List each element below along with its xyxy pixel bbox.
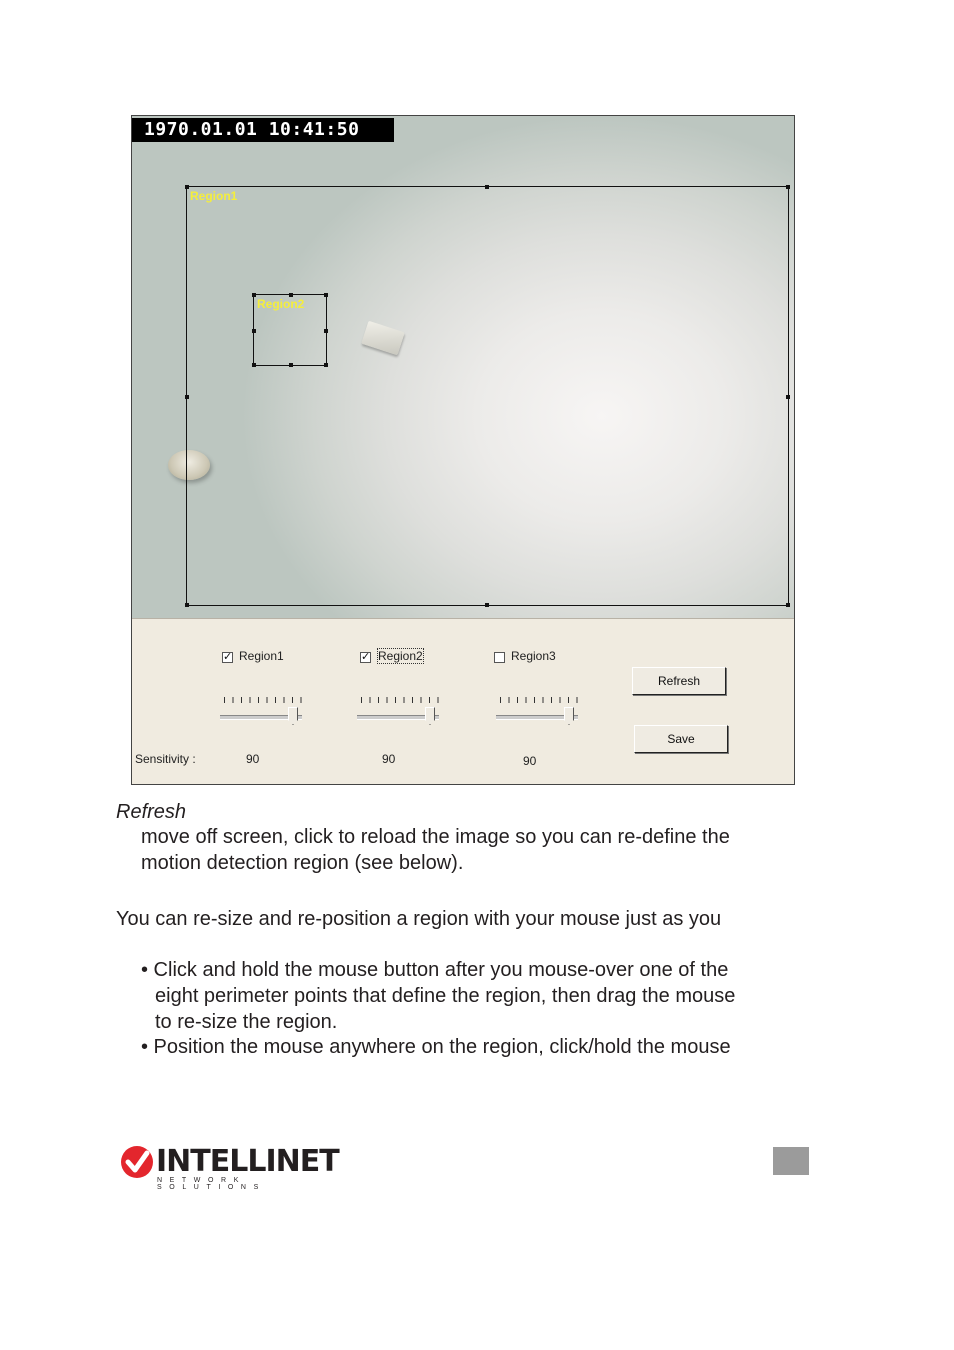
refresh-heading: Refresh [116, 801, 187, 823]
bullet1-line2: eight perimeter points that define the region, then drag the mouse [155, 985, 736, 1007]
region2-handle[interactable] [252, 329, 256, 333]
region2-sensitivity-value: 90 [382, 752, 396, 766]
bullet1-line1: • Click and hold the mouse button after you mouse-over one of the [141, 959, 729, 981]
motion-detection-screenshot [131, 115, 795, 785]
region1-handle[interactable] [185, 395, 189, 399]
slider-ticks [500, 697, 580, 703]
camera-timestamp: 1970.01.01 10:41:50 [132, 118, 394, 142]
slider-thumb[interactable] [288, 707, 298, 725]
region2-checkbox-label[interactable]: Region2 [378, 649, 423, 663]
region1-handle[interactable] [786, 603, 790, 607]
region1-label: Region1 [190, 189, 238, 203]
camera-view [132, 116, 794, 618]
slider-thumb[interactable] [564, 707, 574, 725]
region3-sensitivity-slider[interactable] [496, 697, 584, 731]
region-controls [132, 618, 794, 785]
region2-handle[interactable] [252, 293, 256, 297]
region1-sensitivity-slider[interactable] [220, 697, 308, 731]
region2-box[interactable] [253, 294, 327, 366]
region2-handle[interactable] [324, 329, 328, 333]
region2-label: Region2 [257, 297, 305, 311]
page-number-box [773, 1147, 809, 1175]
region1-handle[interactable] [485, 185, 489, 189]
logo-tagline: NETWORK SOLUTIONS [157, 1177, 266, 1191]
save-button[interactable]: Save [634, 725, 728, 753]
region1-box[interactable] [186, 186, 789, 606]
region2-handle[interactable] [324, 293, 328, 297]
region2-handle[interactable] [324, 363, 328, 367]
sensitivity-label: Sensitivity : [135, 752, 196, 766]
region2-checkbox[interactable]: ✓ [361, 651, 371, 663]
region3-checkbox[interactable] [494, 652, 505, 663]
refresh-text-line1: move off screen, click to reload the image so you can re-define the [141, 826, 730, 848]
slider-ticks [361, 697, 441, 703]
region1-handle[interactable] [185, 185, 189, 189]
region1-handle[interactable] [485, 603, 489, 607]
refresh-text-line2: motion detection region (see below). [141, 852, 464, 874]
logo-wordmark: INTELLINET [156, 1144, 339, 1179]
intellinet-logo [120, 1144, 340, 1191]
region2-handle[interactable] [289, 363, 293, 367]
slider-ticks [224, 697, 304, 703]
region2-sensitivity-slider[interactable] [357, 697, 445, 731]
region1-handle[interactable] [786, 185, 790, 189]
refresh-button[interactable]: Refresh [632, 667, 726, 695]
region3-checkbox-label[interactable]: Region3 [511, 649, 556, 663]
region2-handle[interactable] [252, 363, 256, 367]
checkmark-icon [120, 1145, 154, 1179]
region1-handle[interactable] [185, 603, 189, 607]
region1-checkbox[interactable]: ✓ [223, 651, 233, 663]
region1-sensitivity-value: 90 [246, 752, 260, 766]
region2-handle[interactable] [289, 293, 293, 297]
region1-checkbox-label[interactable]: Region1 [239, 649, 284, 663]
region1-handle[interactable] [786, 395, 790, 399]
bullet2-line1: • Position the mouse anywhere on the region, click/hold the mouse [141, 1036, 731, 1058]
resize-intro: You can re-size and re-position a region with your mouse just as you [116, 908, 722, 930]
bullet1-line3: to re-size the region. [155, 1011, 338, 1033]
slider-thumb[interactable] [425, 707, 435, 725]
region3-sensitivity-value: 90 [523, 754, 537, 768]
